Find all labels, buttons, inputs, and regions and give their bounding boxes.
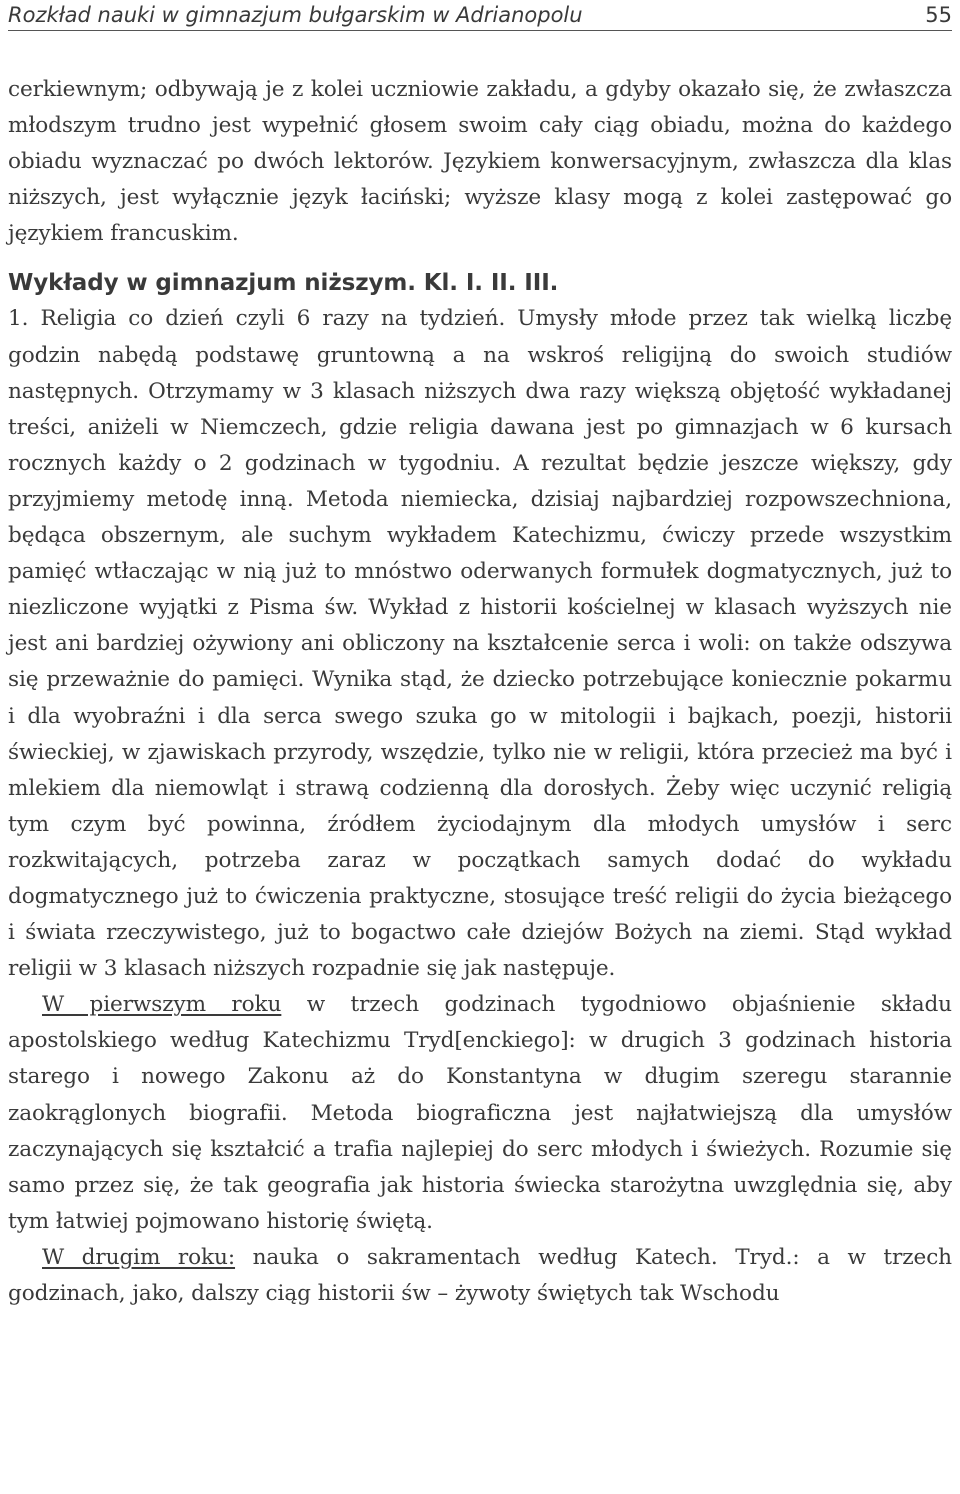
- paragraph-1: cerkiewnym; odbywają je z kolei uczniowie zakładu, a gdyby okazało się, że zwłaszcza młodszym trudno jest wypełnić głosem swoim cały ciąg obiadu, można do każdego obiadu wyznaczać po dwóch lektorów. Językiem konwersacyjnym, zwłaszcza dla klas niższych, jest wyłącznie język łaciński; wyższe klasy mogą z kolei zastępować go językiem francuskim.: [8, 77, 952, 247]
- second-year-text: nauka o sakramentach według Katech. Tryd.: a w trzech godzinach, jako, dalszy ciąg historii św – żywoty świętych tak Wschodu: [8, 1244, 952, 1306]
- paragraph-religion: 1. Religia co dzień czyli 6 razy na tydzień. Umysły młode przez tak wielką liczbę godzin nabędą podstawę gruntowną a na wskroś religijną do swoich studiów następnych. Otrzymamy w 3 klasach niższych dwa razy większą objętość wykładanej treści, aniżeli w Niemczech, gdzie religia dawana jest po gimnazjach w 6 kursach rocznych każdy o 2 godzinach w tygodniu. A rezultat będzie jeszcze większy, gdy przyjmiemy metodę inną. Metoda niemiecka, dzisiaj najbardziej rozpowszechniona, będąca obszernym, ale suchym wykładem Katechizmu, ćwiczy przede wszystkim pamięć wtłaczając w nią już to mnóstwo oderwanych formułek dogmatycznych, już to niezliczone wyjątki z Pisma św. Wykład z historii kościelnej w klasach wyższych nie jest ani bardziej ożywiony ani obliczony na kształcenie serca i woli: on także odszywa się przeważnie do pamięci. Wynika stąd, że dziecko potrzebujące koniecznie pokarmu i dla wyobraźni i dla serca swego szuka go w mitologii i bajkach, poezji, historii świeckiej, w zjawiskach przyrody, wszędzie, tylko nie w religii, która przecież ma być i mlekiem dla niemowląt i strawą codzienną dla dorosłych. Żeby więc uczynić religią tym czym być powinna, źródłem życiodajnym dla młodych umysłów i serc rozkwitających, potrzeba zaraz w początkach samych dodać do wykładu dogmatycznego już to ćwiczenia praktyczne, stosujące treść religii do życia bieżącego i świata rzeczywistego, już to bogactwo całe dziejów Bożych na ziemi. Stąd wykład religii w 3 klasach niższych rozpadnie się jak następuje.: [8, 306, 952, 982]
- first-year-label: W pierwszym roku: [42, 992, 282, 1018]
- page-number: 55: [925, 3, 952, 27]
- running-header: [8, 0, 952, 31]
- body-text: [8, 72, 952, 1312]
- running-title: Rozkład nauki w gimnazjum bułgarskim w Adrianopolu: [8, 3, 583, 27]
- paragraph-second-year: [8, 1240, 952, 1312]
- section-heading: Wykłady w gimnazjum niższym. Kl. I. II. III.: [8, 270, 559, 297]
- paragraph-first-year: [8, 987, 952, 1240]
- second-year-label: W drugim roku:: [42, 1244, 236, 1270]
- first-year-text: w trzech godzinach tygodniowo objaśnienie składu apostolskiego według Katechizmu Tryd[enckiego]: w drugich 3 godzinach historia starego i nowego Zakonu aż do Konstantyna w długim szeregu starannie zaokrąglonych biografii. Metoda biograficzna jest najłatwiejszą dla umysłów zaczynających się kształcić a trafia najlepiej do serc młodych i świeżych. Rozumie się samo przez się, że tak geografia jak historia świecka starożytna uwzględnia się, aby tym łatwiej pojmowano historię świętą.: [8, 992, 952, 1234]
